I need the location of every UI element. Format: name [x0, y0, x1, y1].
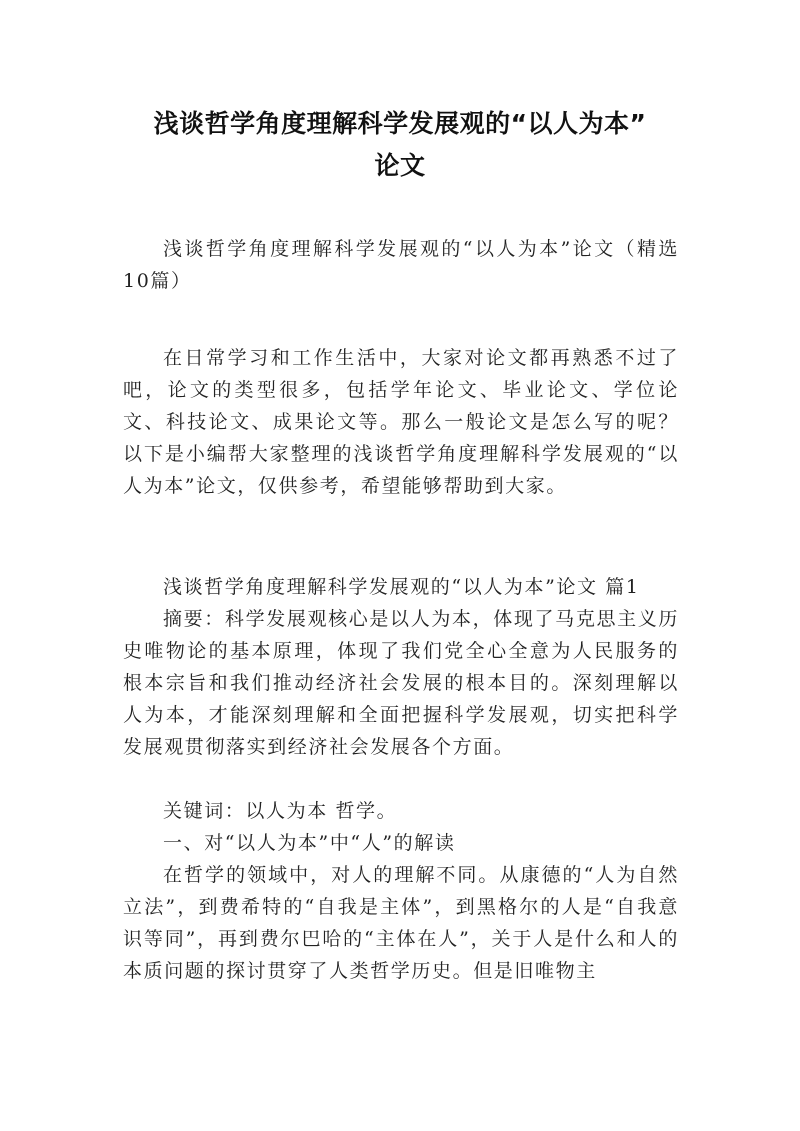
- keywords-paragraph: 关键词：以人为本 哲学。: [163, 800, 398, 822]
- section-body-paragraph: 在哲学的领域中，对人的理解不同。从康德的“人为自然立法”，到费希特的“自我是主体”，到黑格尔的人是“自我意识等同”，再到费尔巴哈的“主体在人”，关于人是什么和人的本质问题的探讨贯穿了人类哲学历史。但是旧唯物主: [123, 864, 679, 982]
- intro-paragraph: 在日常学习和工作生活中，大家对论文都再熟悉不过了吧，论文的类型很多，包括学年论文、毕业论文、学位论文、科技论文、成果论文等。那么一般论文是怎么写的呢？以下是小编帮大家整理的浅谈哲学角度理解科学发展观的“以人为本”论文，仅供参考，希望能够帮助到大家。: [123, 347, 679, 497]
- abstract-paragraph: 摘要：科学发展观核心是以人为本，体现了马克思主义历史唯物论的基本原理，体现了我们党全心全意为人民服务的根本宗旨和我们推动经济社会发展的根本目的。深刻理解以人为本，才能深刻理解和全面把握科学发展观，切实把科学发展观贯彻落实到经济社会发展各个方面。: [123, 608, 679, 758]
- document-title-line2: 论文: [374, 151, 426, 180]
- document-title-line1: 浅谈哲学角度理解科学发展观的“以人为本”: [153, 109, 647, 138]
- article-heading: 浅谈哲学角度理解科学发展观的“以人为本”论文 篇1: [163, 576, 640, 598]
- subtitle-paragraph: 浅谈哲学角度理解科学发展观的“以人为本”论文（精选10篇）: [123, 238, 679, 292]
- section-title: 一、对“以人为本”中“人”的解读: [163, 832, 456, 854]
